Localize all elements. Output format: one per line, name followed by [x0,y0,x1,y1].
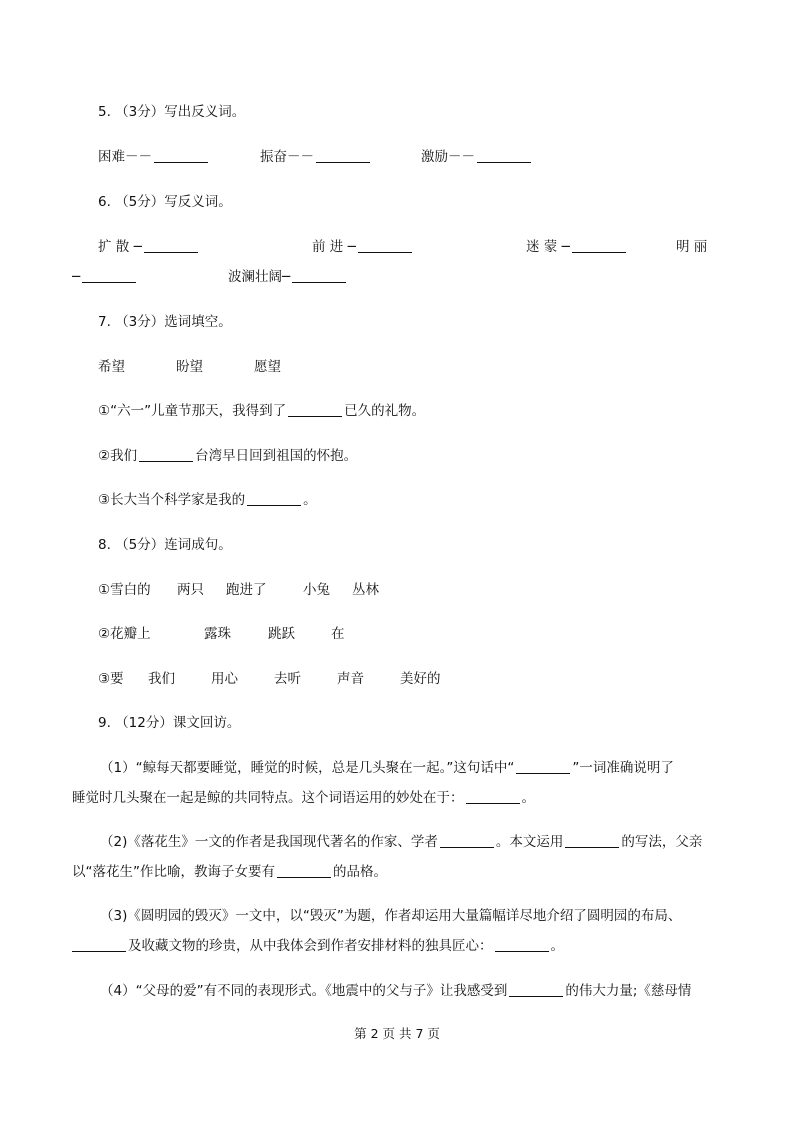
answer-blank[interactable] [292,268,346,283]
answer-blank[interactable] [440,833,494,848]
answer-blank[interactable] [495,937,549,952]
q7-word-2: 盼望 [176,359,203,375]
answer-blank[interactable] [139,447,193,462]
q8-r1-w5: 丛林 [352,582,379,598]
q7-sentence-2: ②我们 台湾早日回到祖国的怀抱。 [98,448,358,464]
q6-item-2: 前 进 ─ [312,237,414,257]
q9-heading: 9. （12分）课文回访。 [98,715,241,731]
q8-r1-w3: 跑进了 [226,582,267,598]
q5-item-3: 激励－－ [421,147,533,167]
answer-blank[interactable] [154,148,208,163]
q7-sentence-3: ③长大当个科学家是我的 。 [98,492,317,508]
q7-word-3: 愿望 [254,359,281,375]
answer-blank[interactable] [82,268,136,283]
answer-blank[interactable] [288,402,342,417]
q8-r1-w1: ①雪白的 [98,582,151,598]
q8-r2-w1: ②花瓣上 [98,626,151,642]
q6-heading: 6. （5分）写反义词。 [98,194,232,210]
q7-word-1: 希望 [98,359,125,375]
q7-heading: 7. （3分）选词填空。 [98,314,232,330]
answer-blank[interactable] [565,833,619,848]
answer-blank[interactable] [466,789,520,804]
q9-p4-line1: （4）“父母的爱”有不同的表现形式。《地震中的父与子》让我感受到 的伟大力量;《慈母情 [100,983,692,999]
q9-p1-line1: （1）“鲸每天都要睡觉，睡觉的时候，总是几头聚在一起。”这句话中“ ”一词准确说明了 [100,760,674,776]
q9-p2-line1: （2)《落花生》一文的作者是我国现代著名的作家、学者 。本文运用 的写法，父亲 [100,834,703,850]
q8-r3-w2: 我们 [148,671,175,687]
q8-r2-w4: 在 [331,626,345,642]
answer-blank[interactable] [509,982,563,997]
q8-r3-w6: 美好的 [400,671,441,687]
q8-r2-w2: 露珠 [204,626,231,642]
q5-heading: 5. （3分）写出反义词。 [98,104,246,120]
answer-blank[interactable] [277,863,331,878]
answer-blank[interactable] [477,148,531,163]
q9-p1-line2: 睡觉时几头聚在一起是鲸的共同特点。这个词语运用的妙处在于： 。 [72,790,535,806]
q6-item-4-cont: ─ [72,267,138,287]
q8-r1-w4: 小兔 [303,582,330,598]
q8-r3-w3: 用心 [211,671,238,687]
q9-p2-line2: 以“落花生”作比喻，教诲子女要有 的品格。 [72,864,387,880]
q7-sentence-1: ①“六一”儿童节那天，我得到了 已久的礼物。 [98,403,426,419]
q9-p3-line2: 及收藏文物的珍贵，从中我体会到作者安排材料的独具匠心： 。 [72,936,564,956]
answer-blank[interactable] [144,238,198,253]
q8-r1-w2: 两只 [177,582,204,598]
answer-blank[interactable] [72,937,126,952]
page-footer: 第 2 页 共 7 页 [354,1026,440,1041]
q8-r3-w5: 声音 [337,671,364,687]
q8-r3-w1: ③要 [98,671,124,687]
q6-item-4: 明 丽 [676,239,708,255]
answer-blank[interactable] [572,238,626,253]
answer-blank[interactable] [247,491,301,506]
answer-blank[interactable] [358,238,412,253]
q5-item-2: 振奋－－ [260,147,372,167]
q8-r2-w3: 跳跃 [268,626,295,642]
q5-item-1: 困难－－ [98,147,210,167]
q8-heading: 8. （5分）连词成句。 [98,537,232,553]
q6-item-5: 波澜壮阔─ [228,267,348,287]
answer-blank[interactable] [316,148,370,163]
answer-blank[interactable] [516,759,570,774]
q9-p3-line1: （3)《圆明园的毁灭》一文中，以“毁灭”为题，作者却运用大量篇幅详尽地介绍了圆明园的布局、 [100,908,682,924]
q8-r3-w4: 去听 [274,671,301,687]
q6-item-3: 迷 蒙 ─ [526,237,628,257]
q6-item-1: 扩 散 ─ [98,237,200,257]
